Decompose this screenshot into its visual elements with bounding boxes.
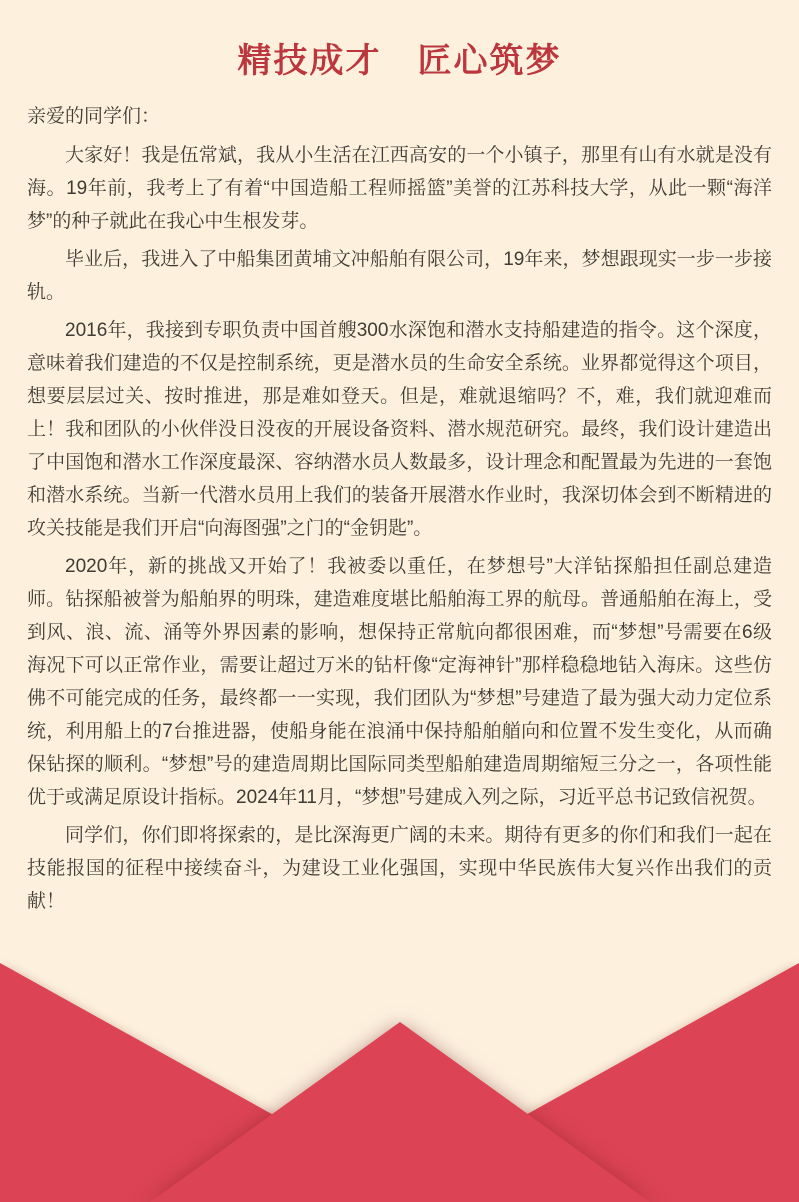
envelope-left-flap-shape xyxy=(0,963,430,1202)
letter-title: 精技成才 匠心筑梦 xyxy=(237,42,562,80)
paragraph: 大家好！我是伍常斌，我从小生活在江西高安的一个小镇子，那里有山有水就是没有海。19年前，我考上了有着“中国造船工程师摇篮”美誉的江苏科技大学，从此一颗“海洋梦”的种子就此在我心中生根发芽。 xyxy=(27,145,772,232)
envelope-center-flap xyxy=(150,1022,650,1202)
envelope-left-flap xyxy=(0,963,430,1202)
envelope-center-flap-shape xyxy=(150,1022,650,1202)
paragraph: 2016年，我接到专职负责中国首艘300水深饱和潜水支持船建造的指令。这个深度，意味着我们建造的不仅是控制系统，更是潜水员的生命安全系统。业界都觉得这个项目，想要层层过关、按时推进，那是难如登天。但是，难就退缩吗？不，难，我们就迎难而上！我和团队的小伙伴没日没夜的开展设备资料、潜水规范研究。最终，我们设计建造出了中国饱和潜水工作深度最深、容纳潜水员人数最多，设计理念和配置最为先进的一套饱和潜水系统。当新一代潜水员用上我们的装备开展潜水作业时，我深切体会到不断精进的攻关技能是我们开启“向海图强”之门的“金钥匙”。 xyxy=(27,320,772,539)
letter-body xyxy=(0,80,799,918)
envelope-right-flap-shape xyxy=(369,963,799,1202)
paragraph: 2020年，新的挑战又开始了！我被委以重任，在梦想号”大洋钻探船担任副总建造师。钻探船被誉为船舶界的明珠，建造难度堪比船舶海工界的航母。普通船舶在海上，受到风、浪、流、涌等外界因素的影响，想保持正常航向都很困难，而“梦想”号需要在6级海况下可以正常作业，需要让超过万米的钻杆像“定海神针”那样稳稳地钻入海床。这些仿佛不可能完成的任务，最终都一一实现，我们团队为“梦想”号建造了最为强大动力定位系统，利用船上的7台推进器，使船身能在浪涌中保持船舶艏向和位置不发生变化，从而确保钻探的顺利。“梦想”号的建造周期比国际同类型船舶建造周期缩短三分之一，各项性能优于或满足原设计指标。2024年11月，“梦想”号建成入列之际，习近平总书记致信祝贺。 xyxy=(27,556,772,808)
envelope-right-flap xyxy=(369,963,799,1202)
paragraph: 毕业后，我进入了中船集团黄埔文冲船舶有限公司，19年来，梦想跟现实一步一步接轨。 xyxy=(27,249,772,303)
letter-greeting: 亲爱的同学们： xyxy=(27,106,161,127)
paragraph: 同学们，你们即将探索的，是比深海更广阔的未来。期待有更多的你们和我们一起在技能报国的征程中接续奋斗，为建设工业化强国，实现中华民族伟大复兴作出我们的贡献！ xyxy=(27,825,772,912)
